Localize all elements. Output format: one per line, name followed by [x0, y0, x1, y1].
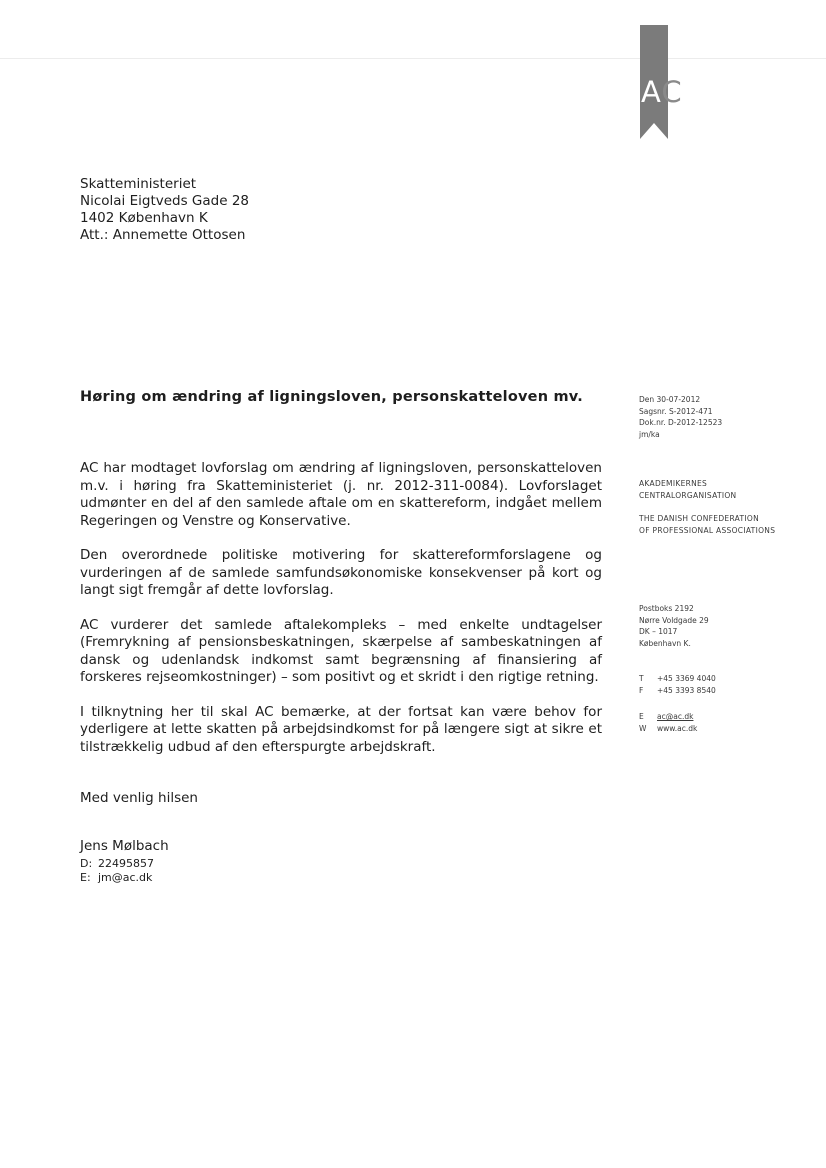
postal-line: DK – 1017 — [639, 627, 678, 636]
letter-title: Høring om ændring af ligningsloven, personskatteloven mv. — [80, 389, 583, 405]
body-paragraph: Den overordnede politiske motivering for skattereformforslagene og vurderingen af de samlede samfundsøkonomiske konsekvenser på kort og langt sigt fremgår af dette lovforslag. — [80, 547, 602, 598]
email-label: E: — [80, 871, 91, 884]
postal-line: Postboks 2192 — [639, 604, 694, 613]
org-name-english: OF PROFESSIONAL ASSOCIATIONS — [639, 525, 776, 535]
letter-body — [80, 460, 602, 773]
recipient-line: Skatteministeriet — [80, 176, 197, 192]
reference-case-number: Sagsnr. S-2012-471 — [639, 406, 713, 416]
organization-block — [639, 478, 775, 536]
body-paragraph: AC vurderer det samlede aftalekompleks – med enkelte undtagelser (Fremrykning af pensionsbeskatningen, skærpelse af sambeskatningen af dansk og udenlandsk indkomst samt begrænsning af finansiering af forskeres rejseomkostninger) – som positivt og et skridt i den rigtige retning. — [80, 616, 602, 685]
postal-line: Nørre Voldgade 29 — [639, 615, 709, 625]
body-paragraph: I tilknytning her til skal AC bemærke, at der fortsat kan være behov for yderligere at lette skatten på arbejdsindkomst for på længere sigt at sikre et tilstrækkelig udbud af den efterspurgte arbejdskraft. — [80, 703, 602, 755]
org-name-english: THE DANISH CONFEDERATION — [639, 514, 760, 523]
online-contact-block — [639, 711, 697, 734]
postal-line: København K. — [639, 638, 691, 648]
postal-address — [639, 603, 709, 649]
reference-date: Den 30-07-2012 — [639, 395, 701, 404]
website-label: W — [639, 723, 647, 733]
fax-label: F — [639, 685, 644, 695]
org-name-danish: AKADEMIKERNES — [639, 479, 708, 488]
signer-contact — [80, 857, 154, 885]
recipient-line: 1402 København K — [80, 210, 208, 226]
closing-greeting: Med venlig hilsen — [80, 790, 198, 806]
telephone-number: +45 3369 4040 — [657, 674, 716, 683]
org-name-danish: CENTRALORGANISATION — [639, 490, 737, 500]
org-email-label: E — [639, 712, 644, 721]
logo-letter-a: A — [641, 75, 662, 109]
recipient-line: Att.: Annemette Ottosen — [80, 227, 246, 243]
telephone-label: T — [639, 674, 644, 683]
fax-number: +45 3393 8540 — [657, 685, 716, 695]
phone-label: D: — [80, 857, 93, 870]
signer-phone: 22495857 — [98, 857, 154, 870]
org-email-link[interactable]: ac@ac.dk — [657, 712, 694, 721]
body-paragraph: AC har modtaget lovforslag om ændring af ligningsloven, personskatteloven m.v. i høring fra Skatteministeriet (j. nr. 2012-311-0084). Lovforslaget udmønter en del af den samlede aftale om en skattereform, indgået mellem Regeringen og Venstre og Konservative. — [80, 460, 602, 529]
header-divider — [0, 58, 826, 59]
reference-initials: jm/ka — [639, 429, 660, 439]
phone-block — [639, 673, 716, 696]
reference-block — [639, 394, 722, 440]
reference-document-number: Dok.nr. D-2012-12523 — [639, 418, 723, 427]
recipient-address — [80, 176, 249, 244]
signer-name: Jens Mølbach — [80, 838, 169, 854]
logo-letter-c: C — [661, 75, 683, 109]
website-link[interactable]: www.ac.dk — [657, 723, 698, 733]
recipient-line: Nicolai Eigtveds Gade 28 — [80, 193, 250, 209]
signer-email: jm@ac.dk — [98, 871, 153, 884]
ac-logo — [641, 75, 683, 109]
